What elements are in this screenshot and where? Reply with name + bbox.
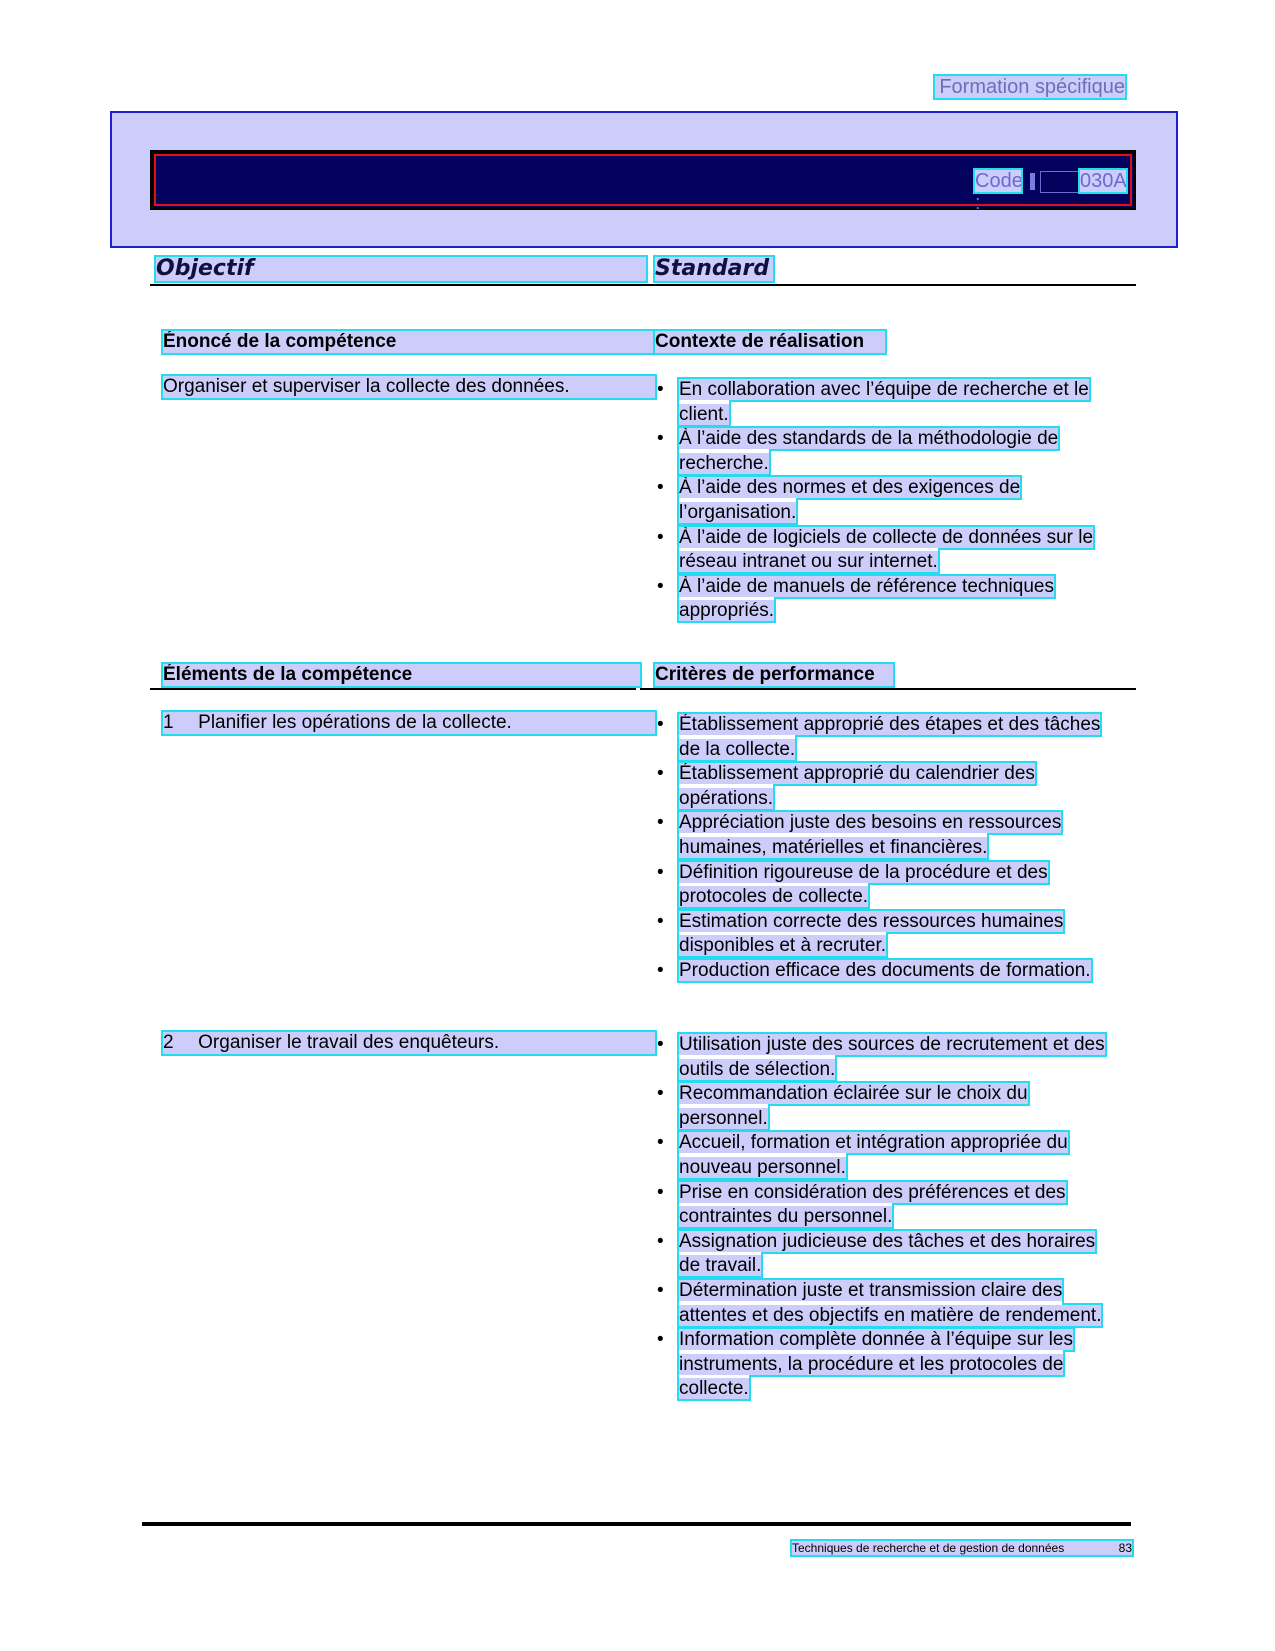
- list-item: • En collaboration avec l’équipe de recherche et le client.: [657, 379, 1089, 425]
- list-item: • Accueil, formation et intégration appropriée du nouveau personnel.: [657, 1132, 1068, 1178]
- footer-text: Techniques de recherche et de gestion de données: [792, 1541, 1065, 1555]
- context-list: [655, 378, 1105, 624]
- list-item: • Information complète donnée à l’équipe sur les instruments, la procédure et les protocoles de collecte.: [657, 1329, 1073, 1400]
- header-rule: [150, 284, 1136, 286]
- list-item: • À l’aide de logiciels de collecte de données sur le réseau intranet ou sur internet.: [657, 526, 1094, 573]
- list-item: • Utilisation juste des sources de recrutement et des outils de sélection.: [657, 1034, 1105, 1080]
- list-item: • Établissement approprié des étapes et des tâches de la collecte.: [657, 714, 1101, 760]
- section-title-context: Contexte de réalisation: [655, 331, 885, 353]
- criteria-list: [655, 1033, 1105, 1402]
- code-separator: [1030, 173, 1035, 190]
- list-item: • Établissement approprié du calendrier des opérations.: [657, 763, 1035, 809]
- list-item: • À l’aide de manuels de référence techniques appropriés.: [657, 575, 1054, 622]
- element-number: 1: [163, 712, 174, 733]
- page-footer: [792, 1541, 1132, 1555]
- list-item: • À l’aide des standards de la méthodologie de recherche.: [657, 428, 1059, 474]
- section-label: Formation spécifique: [935, 76, 1125, 98]
- section-title-criteria: Critères de performance: [655, 664, 893, 686]
- element-item: [163, 712, 655, 734]
- column-header-standard: Standard: [655, 257, 773, 281]
- section-rule-right: [640, 688, 1136, 690]
- element-number: 2: [163, 1032, 174, 1053]
- code-field-box: [1040, 171, 1082, 193]
- list-item: • Production efficace des documents de formation.: [657, 959, 1091, 981]
- element-label: Planifier les opérations de la collecte.: [198, 712, 512, 733]
- section-rule-left: [150, 688, 636, 690]
- list-item: • Prise en considération des préférences et des contraintes du personnel.: [657, 1181, 1066, 1228]
- section-title-statement: Énoncé de la compétence: [163, 331, 655, 353]
- list-item: • Appréciation juste des besoins en ressources humaines, matérielles et financières.: [657, 812, 1062, 858]
- element-item: [163, 1032, 655, 1054]
- list-item: • Assignation judicieuse des tâches et des horaires de travail.: [657, 1230, 1096, 1277]
- page-number: 83: [1118, 1541, 1132, 1555]
- list-item: • Définition rigoureuse de la procédure et des protocoles de collecte.: [657, 861, 1048, 908]
- code-value: 030A: [1080, 170, 1127, 192]
- code-label: Code :: [975, 170, 1023, 214]
- list-item: • À l’aide des normes et des exigences de l’organisation.: [657, 477, 1021, 523]
- competence-statement: Organiser et superviser la collecte des données.: [163, 376, 655, 398]
- element-label: Organiser le travail des enquêteurs.: [198, 1032, 500, 1053]
- list-item: • Recommandation éclairée sur le choix du personnel.: [657, 1083, 1028, 1129]
- column-header-objectif: Objectif: [156, 257, 646, 281]
- list-item: • Estimation correcte des ressources humaines disponibles et à recruter.: [657, 910, 1064, 957]
- list-item: • Détermination juste et transmission claire des attentes et des objectifs en matière de rendement.: [657, 1279, 1102, 1326]
- section-title-elements: Éléments de la compétence: [163, 664, 640, 686]
- criteria-list: [655, 713, 1105, 984]
- footer-rule: [142, 1522, 1131, 1526]
